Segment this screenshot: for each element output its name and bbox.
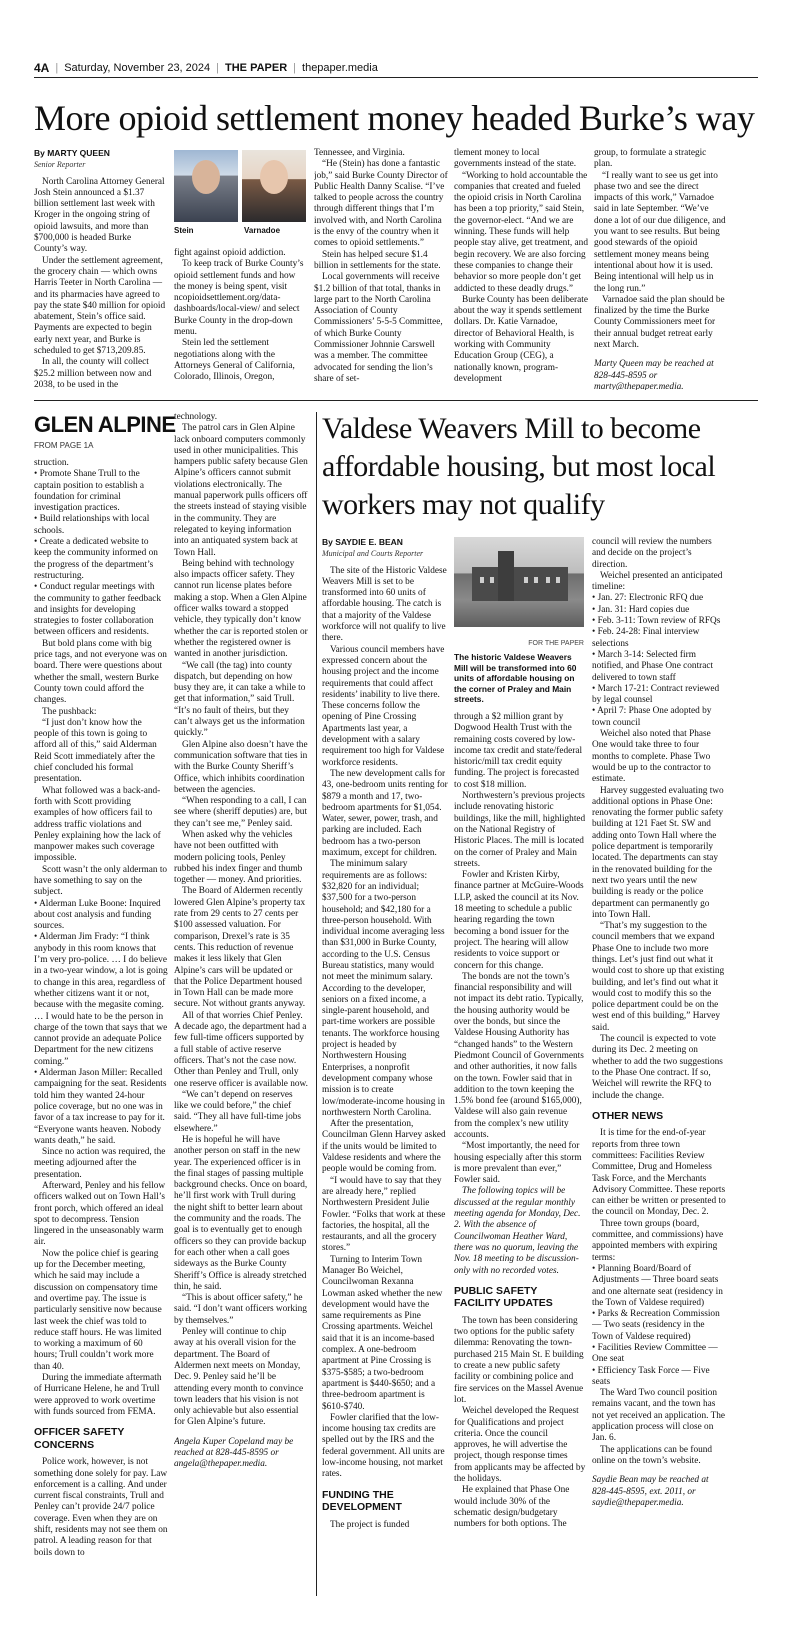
story1-signoff: Marty Queen may be reached at 828-445-8595 or marty@thepaper.media. (594, 359, 714, 390)
paragraph: The Board of Aldermen recently lowered Glen Alpine’s property tax rate from 29 cents to 27 cents per $100 assessed valuation. For comparison, Drexel’s rate is 35 cents. This reduction of revenue makes it less likely that Glen Alpine’s cars will be updated or that the Police Department housed in Town Hall can be made more secure. Not without grants anyway. (174, 886, 306, 1010)
paragraph: To keep track of Burke County’s opioid settlement funds and how the money is being spent, visit ncopioidsettlement.org/data-dashboards/local-view/ and select Burke County in the drop-down menu. (174, 259, 304, 338)
paragraph: tlement money to local governments instead of the state. (454, 148, 577, 170)
masthead (34, 58, 758, 78)
paragraph: “We call (the tag) into county dispatch, but depending on how busy they are, it can take a while to get that information,” said Trull. “It’s no fault of theirs, but they can’t always get us the information quickly.” (174, 660, 306, 739)
paragraph: The site of the Historic Valdese Weavers Mill is set to be transformed into 60 units of affordable housing. The catch is that a majority of the Valdese workforce will not qualify to live there. (322, 565, 447, 644)
paragraph: The pushback: (42, 706, 97, 717)
paragraph: “I really want to see us get into phase two and see the direct impacts of this work,” Varnadoe said in late September. “We’ve done a lot of our due diligence, and you want to see results. But being good stewards of the opioid settlement money means being intentional about how it is used. Being intentional will help us in the long run.” (594, 170, 726, 294)
glen-column-2 (174, 412, 308, 1598)
story1-column-2 (174, 248, 308, 390)
paragraph: • Jan. 27: Electronic RFQ due (592, 593, 704, 604)
paragraph: All of that worries Chief Penley. A decade ago, the department had a few full-time officers supported by a full stable of active reserve officers. That’s not the case now. Other than Penley and Trull, only one reserve officer is available now. (174, 1010, 308, 1089)
photo-credit: FOR THE PAPER (528, 640, 584, 647)
separator: | (55, 61, 59, 74)
paragraph: Glen Alpine also doesn’t have the communication software that ties in with the Burke County Sheriff’s Office, which inhibits coordination between the agencies. (174, 739, 308, 795)
paragraph: • Build relationships with local schools. (34, 514, 150, 536)
paragraph: Since no action was required, the meeting adjourned after the presentation. (34, 1147, 166, 1180)
paragraph: He explained that Phase One would include 30% of the schematic design/budgetary numbers for both options. The (454, 1485, 570, 1530)
story2-column-2 (454, 712, 586, 1598)
story2-subhead-funding: FUNDING THE DEVELOPMENT (322, 1488, 402, 1514)
paragraph: Under the settlement agreement, the grocery chain — which owns Harris Teeter in North Carolina — and its pharmacies have agreed to pay the state $40 million for opioid abatement, Stein’s office said. Payments are expected to begin early next year, and Burke is scheduled to get $713,209.85. (34, 255, 166, 357)
paragraph: “When responding to a call, I can see where (sheriff deputies) are, but they can’t see me,” Penley said. (174, 796, 308, 829)
paragraph: Police work, however, is not something done solely for pay. Law enforcement is a calling. And under current fiscal constraints, Trull and Penley can’t provide 24/7 police coverage. Even when they are on shift, residents may not see them on patrol. A leading reason for that boils down to (34, 1457, 168, 1558)
paragraph: The council is expected to vote during its Dec. 2 meeting on whether to add the two suggestions to the Phase One contract. If so, Weichel will rewrite the RFQ to include the change. (592, 1034, 723, 1101)
paragraph: Afterward, Penley and his fellow officers walked out on Town Hall’s front porch, which offered an ideal spot to decompress. Tension lingered in the unseasonably warm air. (34, 1181, 166, 1248)
paragraph: council will review the numbers and decide on the project’s direction. (592, 537, 712, 570)
story1-byline: By MARTY QUEEN (34, 148, 110, 158)
paragraph: “I just don’t know how the people of this town is going to afford all of this,” said Alderman Reid Scott immediately after the chief concluded his formal presentation. (34, 717, 157, 785)
paragraph: Fowler and Kristen Kirby, finance partner at McGuire-Woods LLP, asked the council at its Nov. 18 meeting to schedule a public hearing regarding the town becoming a bond issuer for the project. The hearing will allow residents to voice support or concern for this change. (454, 870, 584, 971)
paragraph: Burke County has been deliberate about the way it spends settlement dollars. Dr. Katie Varnadoe, director of Behavioral Health, is working with Community Education Group (CEG), a nationally known, program-development (454, 294, 588, 384)
paragraph: He is hopeful he will have another person on staff in the new year. The experienced officer is in the final stages of passing multiple background checks. Once on board, he’ll first work with Trull during the night shift to better learn about the community and the roads. The goal is to eventually get to enough officers so they can provide backup for each other when a call goes sideways as the Burke County Sheriff’s Office is already stretched thin, he said. (174, 1135, 308, 1292)
paragraph: • Create a dedicated website to keep the community informed on the progress of the department’s restructuring. (34, 537, 158, 581)
paragraph: In all, the county will collect $25.2 million between now and 2038, to be used in the (34, 357, 152, 390)
story1-column-5 (594, 148, 726, 390)
paragraph: “Working to hold accountable the companies that created and fueled the opioid crisis in North Carolina has been a top priority,” said Stein, the governor-elect. “And we are winning. These funds will help people stay alive, get treatment, and begin recovery. We are also forcing these companies to change their behavior so more people don’t get addicted to these deadly drugs.” (454, 170, 588, 294)
glen-alpine-kicker: GLEN ALPINE (34, 412, 176, 437)
story2-subhead-other-news: OTHER NEWS (592, 1109, 664, 1122)
page-number: 4A (34, 60, 50, 75)
story2-column-3 (592, 537, 726, 1599)
story2-headline: Valdese Weavers Mill to become affordable housing, but most local workers may not qualify (322, 412, 716, 521)
paragraph: Fowler clarified that the low-income housing tax credits are spelled out by the IRS and the federal government. All units are low-income housing, not market rates. (322, 1412, 445, 1480)
separator: | (216, 61, 220, 74)
paragraph: Penley will continue to chip away at his overall vision for the department. The Board of Aldermen next meets on Monday, Dec. 9. Penley said he’ll be attending every month to convince town leaders that his vision is not only achievable but also essential for Glen Alpine’s future. (174, 1327, 304, 1428)
issue-date: Saturday, November 23, 2024 (64, 61, 211, 74)
paragraph: But bold plans come with big price tags, and not everyone was on board. There were questions about whether the small, western Burke County town could afford the changes. (34, 638, 167, 706)
stein-photo (174, 150, 238, 222)
paragraph: Various council members have expressed concern about the housing project and the income requirements that could affect residents’ inability to live there. These concerns follow the opening of Pine Crossing Apartments last year, a development with a salary requirement too high for Valdese workforce residents. (322, 644, 445, 768)
paragraph: The town has been considering two options for the public safety dilemma: Renovating the town-purchased 215 Main St. E building to create a new public safety facility or combining police and fire services on the Massel Avenue lot. (454, 1315, 584, 1405)
paragraph: • Planning Board/Board of Adjustments — Three board seats and one alternate seat (residency in the Town of Valdese required) (592, 1263, 723, 1308)
paragraph: Tennessee, and Virginia. (314, 148, 405, 158)
story2-italic-note: The following topics will be discussed at the regular monthly meeting agenda for Monday, Dec. 2. With the absence of Councilwoman Heather Ward, there was no quorum, leaving the Nov. 18 meeting to be discussion-only with no recorded votes. (454, 1186, 581, 1276)
paragraph: Stein has helped secure $1.4 billion in settlements for the state. (314, 249, 441, 271)
story1-column-4 (454, 148, 588, 390)
paragraph: • March 17-21: Contract reviewed by legal counsel (592, 683, 720, 706)
paragraph: Three town groups (board, committee, and commissions) have appointed members with expiring terms: (592, 1218, 724, 1263)
paragraph: • Facilities Review Committee — One seat (592, 1342, 718, 1365)
paragraph: through a $2 million grant by Dogwood Health Trust with the remaining costs covered by low-income tax credit and state/federal historic/mill tax credit equity funding. The project is forecasted to cost $18 million. (454, 712, 583, 790)
column-divider (316, 412, 317, 1596)
glen-column-1 (34, 458, 168, 1598)
story1-role: Senior Reporter (34, 160, 86, 170)
paragraph: The Ward Two council position remains vacant, and the town has not yet received an application. The application process will close on Jan. 6. (592, 1388, 726, 1444)
paragraph: group, to formulate a strategic plan. (594, 148, 707, 170)
paragraph: It is time for the end-of-year reports from three town committees: Facilities Review Committee, Drug and Homeless Task Force, and the Merchants Advisory Committee. These reports can either be written or presented to the council on Monday, Dec. 2. (592, 1128, 726, 1218)
paragraph: Weichel developed the Request for Qualifications and project criteria. Once the council approves, he will advertise the project, though response times from applicants may be affected by the holidays. (454, 1406, 586, 1484)
mill-photo-caption: The historic Valdese Weavers Mill will be transformed into 60 units of affordable housing on the corner of Praley and Main streets. (454, 652, 577, 704)
glen-signoff: Angela Kuper Copeland may be reached at 828-445-8595 or angela@thepaper.media. (174, 1436, 294, 1470)
paragraph: “This is about officer safety,” he said. “I don’t want officers working by themselves.” (174, 1293, 307, 1326)
paragraph: The new development calls for 43, one-bedroom units renting for $879 a month and 17, two-bedroom apartments for $1,054. Water, sewer, power, trash, and parking are included. Each bedroom has a two-person maximum, except for children. (322, 768, 448, 859)
paragraph: • Alderman Jason Miller: Recalled campaigning for the seat. Residents told him they wanted 24-hour police coverage, but no one was in favor of a tax increase to pay for it. “Everyone wants heaven. Nobody wants death,” he said. (34, 1068, 167, 1146)
paragraph: Turning to Interim Town Manager Bo Weichel, Councilwoman Rexanna Lowman asked whether the new development would have the same requirements as Pine Crossing apartments. Weichel said that it is an income-based complex. A one-bedroom apartment at Pine Crossing is $375-$585; a two-bedroom apartment is $440-$650; and a three-bedroom apartment is $610-$740. (322, 1254, 443, 1412)
paragraph: fight against opioid addiction. (174, 248, 286, 258)
story1-column-3 (314, 148, 448, 390)
paragraph: technology. (174, 412, 218, 422)
paragraph: • March 3-14: Selected firm notified, and Phase One contract delivered to town staff (592, 649, 714, 683)
paragraph: • Efficiency Task Force — Five seats (592, 1365, 710, 1387)
paragraph: • Parks & Recreation Commission — Two seats (residency in the Town of Valdese required) (592, 1309, 720, 1342)
photo-caption-stein: Stein (174, 226, 194, 235)
story2-signoff: Saydie Bean may be reached at 828-445-8595, ext. 2011, or saydie@thepaper.media. (592, 1475, 709, 1508)
story2-column-1 (322, 537, 448, 1599)
section-divider (34, 400, 758, 401)
paragraph: North Carolina Attorney General Josh Stein announced a $1.37 billion settlement last week with Kroger in the ongoing string of opioid lawsuits, and more than $700,000 is headed Burke County’s way. (34, 176, 165, 255)
paragraph: The applications can be found online on the town’s website. (592, 1444, 713, 1466)
paragraph: The bonds are not the town’s financial responsibility and will not impact its debt ratio. Typically, the housing authority would be over the bonds, but since the Valdese Housing Authority has “changed hands” to the Western Piedmont Council of Governments and other authorities, it now falls on the town. Fowler said that in addition to the town keeping the 1.5% bond fee (around $165,000), Valdese will also gain revenue from the complex’s new utility accounts. (454, 971, 584, 1140)
paragraph: • Conduct regular meetings with the community to gather feedback and insights for developing strategies to foster collaboration between officers and residents. (34, 582, 162, 638)
paragraph: Weichel also noted that Phase One would take three to four months to complete. Phase Two would be up to the contractor to estimate. (592, 729, 711, 785)
paragraph: What followed was a back-and-forth with Scott providing examples of how officers fail to address traffic violations and Penley explaining how the lack of manpower makes such coverage impossible. (34, 785, 161, 864)
paragraph: “Most importantly, the need for housing especially after this storm is more prevalent than ever,” Fowler said. (454, 1141, 582, 1186)
paragraph: • Feb. 24-28: Final interview selections (592, 627, 700, 649)
paragraph: “We can’t depend on reserves like we could before,” the chief said. “They all have full-time jobs elsewhere.” (174, 1089, 302, 1134)
valdese-mill-photo (454, 537, 584, 627)
paragraph: Weichel presented an anticipated timeline: (592, 570, 723, 593)
story1-photos (174, 150, 306, 238)
paragraph: Being behind with technology also impacts officer safety. They cannot run license plates before making a stop. When a Glen Alpine officer walks toward a stopped vehicle, they typically don’t know whether the car is reported stolen or whether the registered owner is wanted in another jurisdiction. (174, 558, 308, 660)
paragraph: Local governments will receive $1.2 billion of that total, thanks in large part to the North Carolina Association of County Commissioners’ 5-5-5 Committee, of which Burke County Commissioner Johnnie Carswell was a member. The committee advocated for sending the lion’s share of set- (314, 272, 443, 384)
story2-role: Municipal and Courts Reporter (322, 549, 424, 559)
story1-headline: More opioid settlement money headed Burke’s way (34, 98, 755, 138)
paragraph: “He (Stein) has done a fantastic job,” said Burke County Director of Public Health Danny Scalise. “I’ve talked to people across the country through different things that I’m involved with, and North Carolina is the envy of the country when it comes to opioid settlements.” (314, 159, 448, 249)
paragraph: Harvey suggested evaluating two additional options in Phase One: renovating the former public safety building at 121 Faet St. SW and adding onto Town Hall where the police department is temporarily located. The departments can stay in the renovated building for the next two years until the new building is ready or the police department can permanently go into Town Hall. (592, 785, 724, 920)
story2-subhead-public-safety: PUBLIC SAFETY FACILITY UPDATES (454, 1284, 553, 1310)
paragraph: • Alderman Luke Boone: Inquired about cost analysis and funding sources. (34, 898, 161, 932)
photo-caption-varnadoe: Varnadoe (244, 226, 281, 235)
paragraph: Now the police chief is gearing up for the December meeting, which he said may include a discussion on compensatory time and overtime pay. The issue is particularly sensitive now because last week the chief was told to reduce staff hours. He was limited to working a maximum of 60 hours; Trull couldn’t work more than 40. (34, 1248, 162, 1372)
paragraph: • Jan. 31: Hard copies due (592, 604, 690, 615)
story2-byline: By SAYDIE E. BEAN (322, 537, 403, 547)
story1-col1-text (34, 177, 166, 390)
paragraph: The minimum salary requirements are as follows: $32,820 for an individual; $37,500 for a two-person household; and $42,180 for a three-person household. With individual income averaging less than $31,000 in Burke County, according to the U.S. Census Bureau statistics, many would not meet the minimum salary. According to the developer, seniors on a fixed income, a single-parent household, and part-time workers are possible tenants. The workforce housing project is headed by Northwestern Housing Enterprises, a nonprofit development company whose mission is to create low/moderate-income housing in northwestern North Carolina. (322, 859, 445, 1118)
story1-column-1 (34, 148, 166, 390)
varnadoe-photo (242, 150, 306, 222)
paragraph: Scott wasn’t the only alderman to have something to say on the subject. (34, 864, 168, 898)
glen-subhead: OFFICER SAFETY CONCERNS (34, 1426, 125, 1451)
paper-website[interactable]: thepaper.media (302, 61, 378, 74)
glen-alpine-from-page: FROM PAGE 1A (34, 441, 94, 450)
paragraph: When asked why the vehicles have not been outfitted with modern policing tools, Penley rubbed his index finger and thumb together — money. And priorities. (174, 829, 303, 886)
paragraph: The patrol cars in Glen Alpine lack onboard computers commonly used in other municipalities. This hampers public safety because Glen Alpine’s officers cannot submit violations electronically. The manual paperwork pulls officers off the streets instead of staying visible in the community. They are relegated to keying information into an antiquated system back at Town Hall. (174, 423, 308, 558)
paragraph: • April 7: Phase One adopted by town council (592, 706, 712, 728)
paragraph: • Alderman Jim Frady: “I think anybody in this room knows that I’m very pro-police. … I do believe in a two-year window, a lot is going to change in this area, regardless of whether citizens want it or not, because with the megasite coming. … I would hate to be the person in charge of the town that says that we cannot provide an adequate Police Department for the new citizens coming.” (34, 932, 168, 1067)
paragraph: “I would have to say that they are already here,” replied Northwestern President Julie Fowler. “Folks that work at these factories, the hospital, all the restaurants, and all the grocery stores.” (322, 1175, 446, 1254)
paragraph: Northwestern’s previous projects include renovating historic buildings, like the mill, highlighted on the National Registry of Historic Places. The mill is located on the corner of Praley and Main streets. (454, 791, 586, 869)
paragraph: • Promote Shane Trull to the captain position to establish a foundation for criminal investigation practices. (34, 469, 144, 514)
paragraph: struction. (34, 458, 69, 468)
paragraph: After the presentation, Councilman Glenn Harvey asked if the units would be limited to Valdese residents and where the people would be coming from. (322, 1119, 446, 1175)
paragraph: “That’s my suggestion to the council members that we expand Phase One to include two more things. Let’s just find out what it would cost to shore up that existing building, and let’s find out what it would cost to modify this so the police department could be on the west end of this building,” Harvey said. (592, 921, 725, 1033)
paragraph: Varnadoe said the plan should be finalized by the time the Burke County Commissioners meet for their annual budget retreat early next March. (594, 294, 725, 351)
separator: | (293, 61, 297, 74)
paragraph: Stein led the settlement negotiations along with the Attorneys General of California, Colorado, Illinois, Oregon, (174, 338, 295, 383)
paragraph: The project is funded (330, 1519, 410, 1530)
paper-name: THE PAPER (225, 61, 288, 74)
paragraph: • Feb. 3-11: Town review of RFQs (592, 616, 721, 627)
paragraph: During the immediate aftermath of Hurricane Helene, he and Trull were approved to work overtime with funds sourced from FEMA. (34, 1373, 162, 1417)
